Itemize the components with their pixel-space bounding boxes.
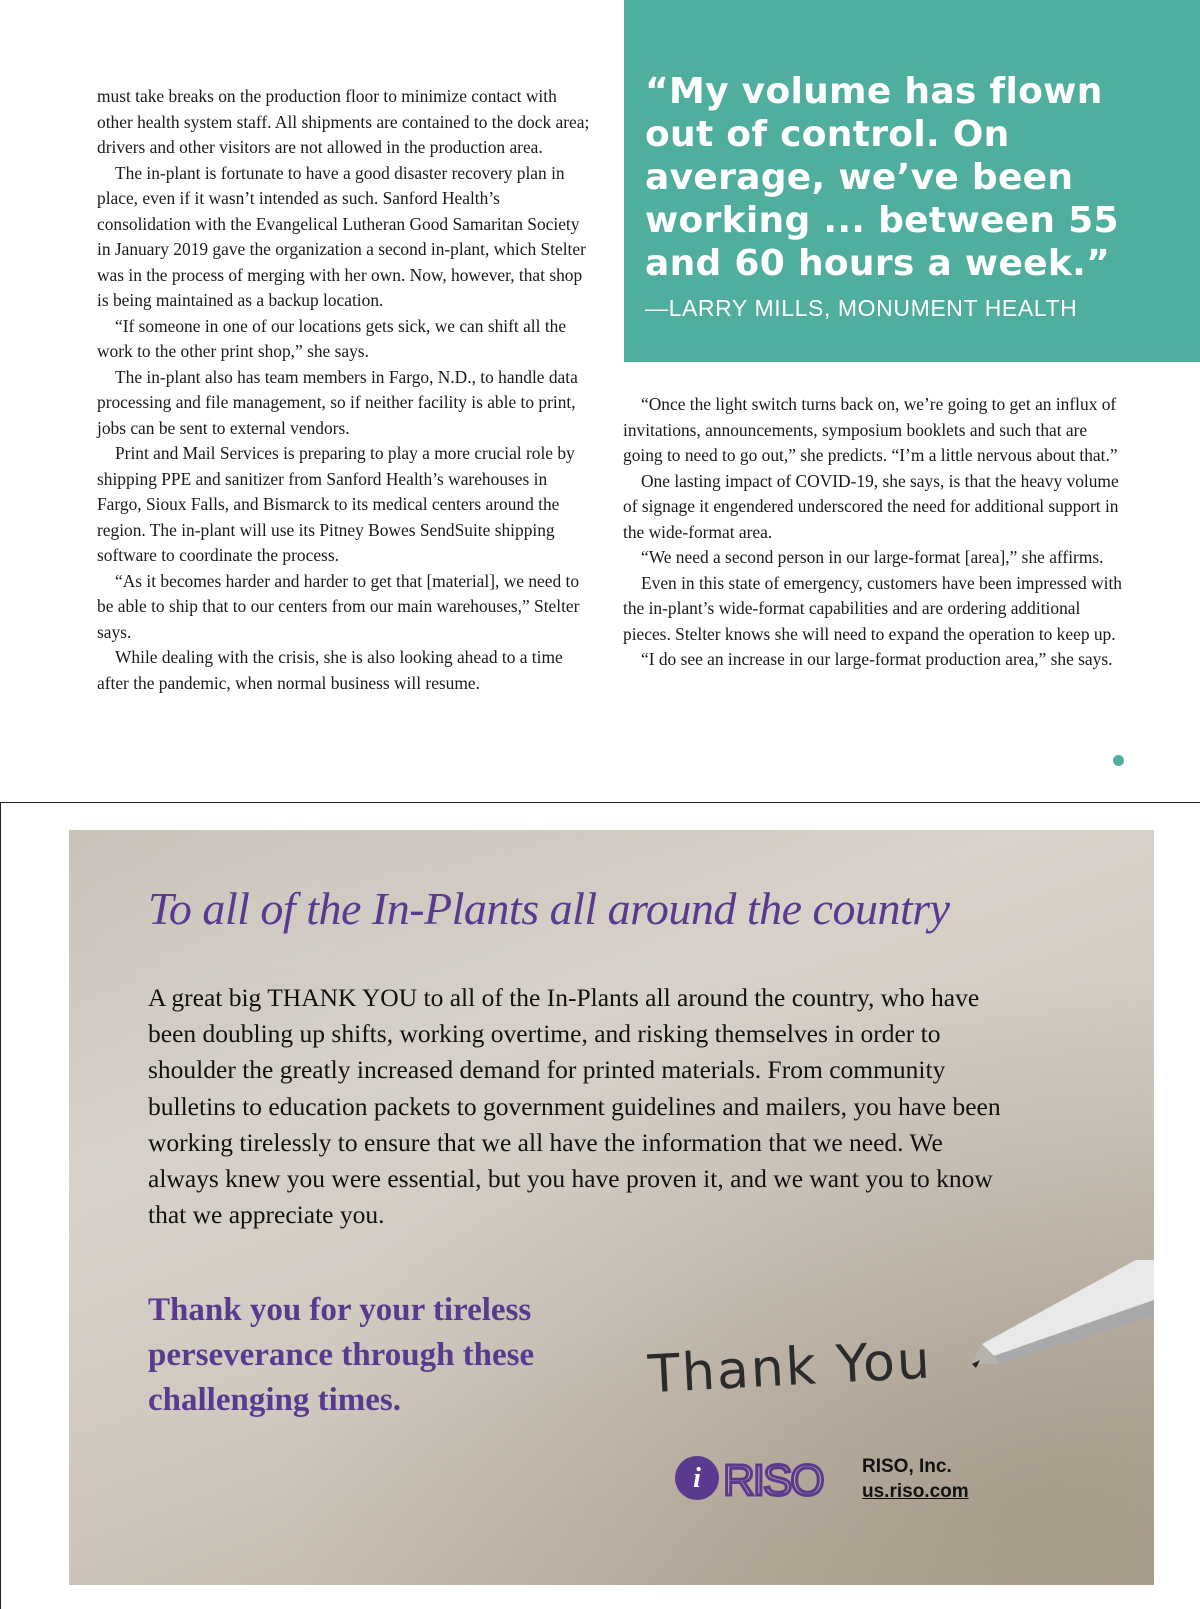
article-paragraph: One lasting impact of COVID-19, she says, is that the heavy volume of signage it engendered underscored the need for additional support in the wide-format area. xyxy=(623,470,1119,542)
riso-logo xyxy=(673,1454,843,1502)
article-left-column xyxy=(97,84,595,696)
article-paragraph: must take breaks on the production floor to minimize contact with other health system staff. All shipments are contained to the dock area; drivers and other visitors are not allowed in the production area. xyxy=(97,86,590,157)
article-paragraph: The in-plant also has team members in Fargo, N.D., to handle data processing and file management, so if neither facility is able to print, jobs can be sent to external vendors. xyxy=(97,366,578,438)
article-paragraph: The in-plant is fortunate to have a good disaster recovery plan in place, even if it wasn’t intended as such. Sanford Health’s consolidation with the Evangelical Lutheran Good Samaritan Society in January 2019 gave the organization a second in-plant, which Stelter was in the process of merging with her own. Now, however, that shop is being maintained as a backup location. xyxy=(97,162,586,310)
article-paragraph: “If someone in one of our locations gets sick, we can shift all the work to the other print shop,” she says. xyxy=(97,315,567,361)
pull-quote-attribution: —LARRY MILLS, MONUMENT HEALTH xyxy=(645,295,1078,321)
ad-closing-text: Thank you for your tireless perseverance through these challenging times. xyxy=(148,1292,535,1418)
ad-body-text: A great big THANK YOU to all of the In-Plants all around the country, who have been doubling up shifts, working overtime, and risking themselves in order to shoulder the greatly increased demand for printed materials. From community bulletins to education packets to government guidelines and mailers, you have been working tirelessly to ensure that we all have the information that we need. We always knew you were essential, but you have proven it, and we want you to know that we appreciate you. xyxy=(148,983,1001,1230)
article-paragraph: Even in this state of emergency, customers have been impressed with the in-plant’s wide-format capabilities and are ordering additional pieces. Stelter knows she will need to expand the operation to keep up. xyxy=(623,572,1123,644)
thank-you-handwriting-text: Thank You xyxy=(646,1330,934,1406)
svg-text:i: i xyxy=(693,1463,701,1494)
article-right-column xyxy=(623,392,1125,673)
article-paragraph: “As it becomes harder and harder to get that [material], we need to be able to ship that to our centers from our main warehouses,” Stelter says. xyxy=(97,570,580,642)
riso-advertisement xyxy=(69,830,1154,1585)
pen-icon xyxy=(964,1260,1154,1430)
company-name: RISO, Inc. xyxy=(862,1456,952,1477)
ad-heading: To all of the In-Plants all around the country xyxy=(148,883,950,934)
pull-quote-box xyxy=(624,0,1200,362)
article-paragraph: Print and Mail Services is preparing to play a more crucial role by shipping PPE and sanitizer from Sanford Health’s warehouses in Fargo, Sioux Falls, and Bismarck to its medical centers around the region. The in-plant will use its Pitney Bowes SendSuite shipping software to coordinate the process. xyxy=(97,443,575,565)
article-paragraph: “We need a second person in our large-format [area],” she affirms. xyxy=(641,547,1104,567)
article-paragraph: “I do see an increase in our large-format production area,” she says. xyxy=(641,649,1113,669)
riso-logo-text: RISO xyxy=(723,1456,823,1502)
article-paragraph: While dealing with the crisis, she is also looking ahead to a time after the pandemic, when normal business will resume. xyxy=(97,647,563,693)
pull-quote-text: “My volume has flown out of control. On average, we’ve been working ... between 55 and 60 hours a week.” xyxy=(645,71,1119,284)
company-website-link[interactable]: us.riso.com xyxy=(862,1481,969,1502)
article-end-mark xyxy=(1113,755,1124,766)
article-paragraph: “Once the light switch turns back on, we’re going to get an influx of invitations, announcements, symposium booklets and such that are going to need to go out,” she predicts. “I’m a little nervous about that.” xyxy=(623,394,1118,465)
